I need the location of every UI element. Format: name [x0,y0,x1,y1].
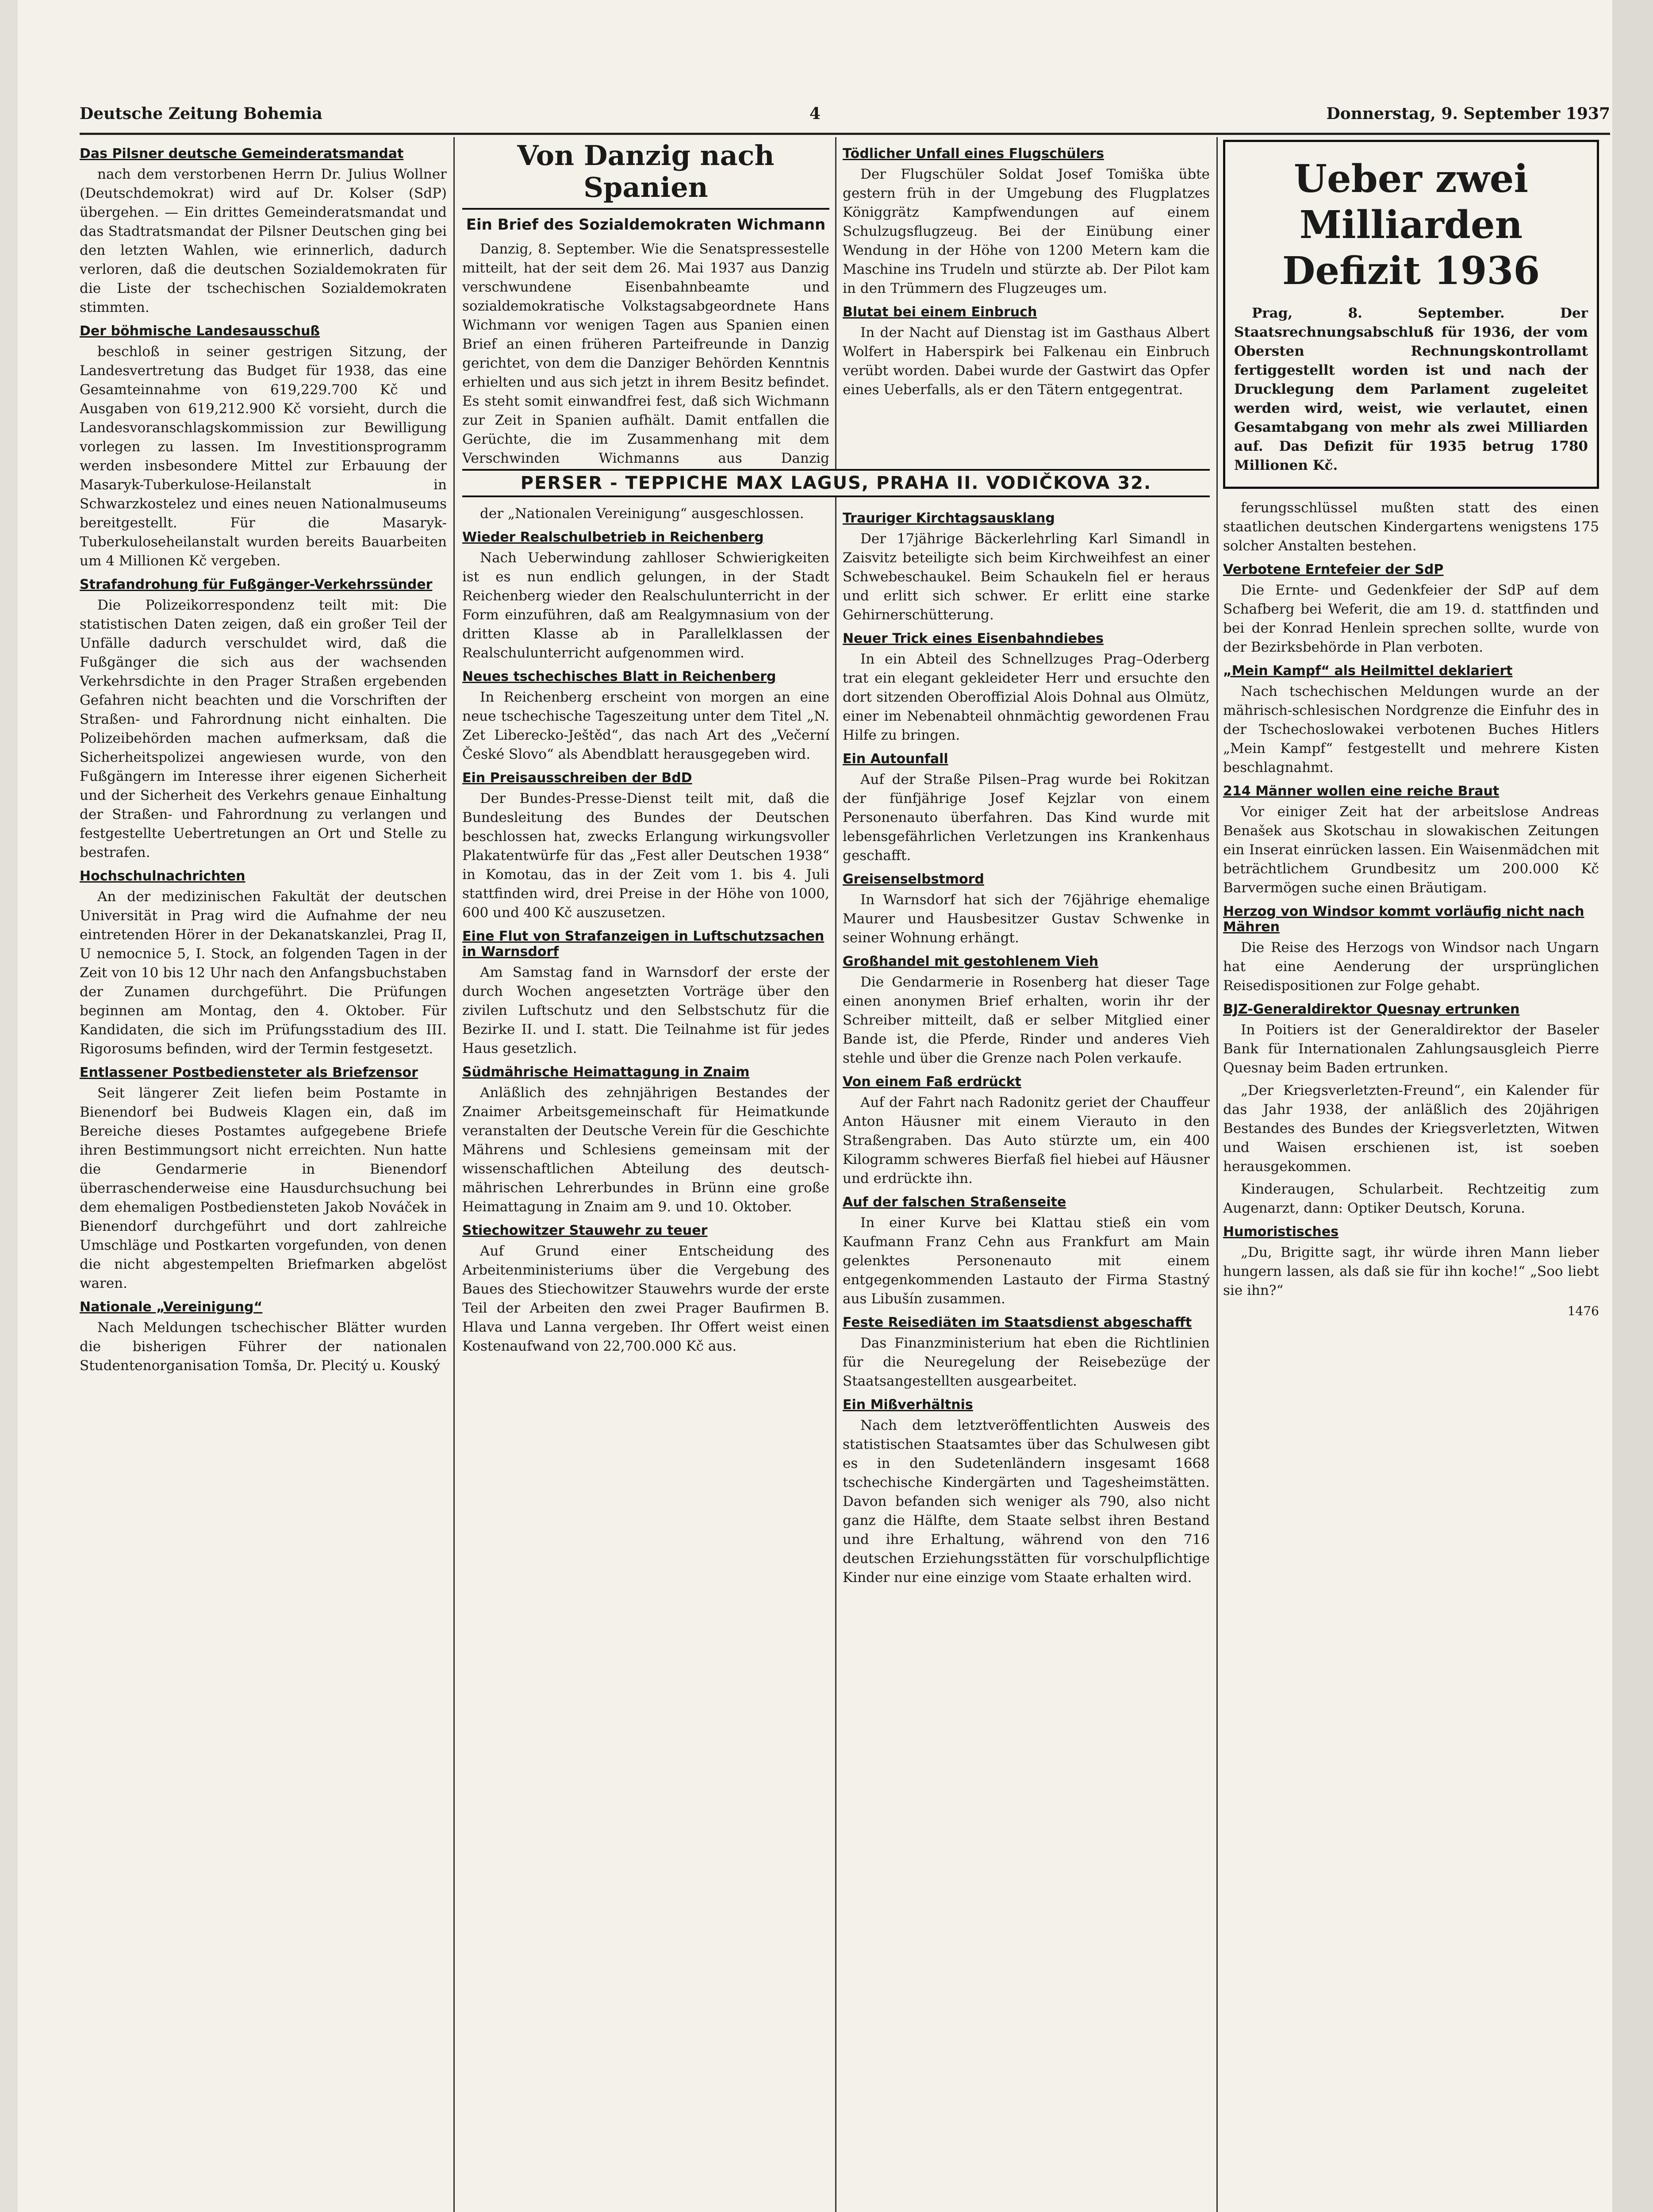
article-headline: Auf der falschen Straßenseite [843,1194,1066,1210]
article-headline: Entlassener Postbediensteter als Briefzensor [80,1065,418,1080]
article-headline: Neuer Trick eines Eisenbahndiebes [843,631,1104,646]
column-2 [462,140,829,467]
article-text: ferungsschlüssel mußten statt des einen staatlichen deutschen Kindergartens wenigstens 175 solcher Anstalten bestehen. [1223,500,1599,554]
article-headline: Humoristisches [1223,1224,1339,1240]
article-headline: Ein Autounfall [843,751,948,767]
article-headline: 214 Männer wollen eine reiche Braut [1223,783,1500,799]
article-headline: Eine Flut von Strafanzeigen in Luftschutzsachen in Warnsdorf [462,929,825,960]
article-text: Der 17jährige Bäckerlehrling Karl Simandl in Zaisvitz beteiligte sich beim Kirchweihfest an einer Schwebeschaukel. Beim Schaukeln fiel er heraus und erlitt sich schwer. Er erlitt eine starke Gehirnerschütterung. [843,531,1210,623]
article-text: Kinderaugen, Schularbeit. Rechtzeitig zum Augenarzt, dann: Optiker Deutsch, Koruna. [1223,1181,1599,1216]
article-text: Nach tschechischen Meldungen wurde an der mährisch-schlesischen Nordgrenze die Einfuhr des in der Tschechoslowakei verbotenen Buches Hitlers „Mein Kampf“ festgestellt und mehrere Kisten beschlagnahmt. [1223,684,1599,776]
masthead-paper-name: Deutsche Zeitung Bohemia [80,104,322,123]
article-headline: Großhandel mit gestohlenem Vieh [843,954,1099,969]
article-text: Auf Grund einer Entscheidung des Arbeitenministeriums über die Vergebung des Baues des Stiechowitzer Stauwehrs wurde der erste Teil der Arbeiten den zwei Prager Baufirmen B. Hlava und Lanna vergeben. Ihr Offert weist einen Kostenaufwand von 22,700.000 Kč aus. [462,1243,829,1354]
article-headline: Das Pilsner deutsche Gemeinderatsmandat [80,146,404,161]
page-edge-right [1612,0,1653,2212]
article-text: An der medizinischen Fakultät der deutschen Universität in Prag wird die Aufnahme der neu eintretenden Hörer in der Dekanatskanzlei, Prag II, U nemocnice 5, I. Stock, an folgenden Tagen in der Zeit von 10 bis 12 Uhr nach den Anfangsbuchstaben der Zunamen durchgeführt. Die Prüfungen beginnen am Montag, den 4. Oktober. Für Kandidaten, die sich im Prüfungsstadium des III. Rigorosums befinden, wird der Termin festgesetzt. [80,889,447,1057]
headline-danzig-spanien: Von Danzig nach Spanien [462,140,829,210]
article-text: In Warnsdorf hat sich der 76jährige ehemalige Maurer und Hausbesitzer Gustav Schwenke in seiner Wohnung erhängt. [843,892,1210,946]
article-text: „Der Kriegsverletzten-Freund“, ein Kalender für das Jahr 1938, der anläßlich des 20jährigen Bestandes des Bundes der Kriegsverletzten, Witwen und Waisen erschienen ist, ist soeben herausgekommen. [1223,1083,1599,1175]
article-text: Nach Meldungen tschechischer Blätter wurden die bisherigen Führer der nationalen Studentenorganisation Tomša, Dr. Plecitý u. Kouský [80,1320,447,1374]
column-divider [835,137,836,2212]
column-1 [80,140,447,2212]
headline-defizit: Ueber zwei Milliarden Defizit 1936 [1282,157,1540,293]
article-text: Anläßlich des zehnjährigen Bestandes der Znaimer Arbeitsgemeinschaft für Heimatkunde veranstalten der Deutsche Verein für die Geschichte Mährens und Schlesiens gemeinsam mit der wissenschaftlichen Abteilung des deutsch-mährischen Lehrerbundes in Brünn eine große Heimattagung in Znaim am 9. und 10. Oktober. [462,1085,829,1215]
article-headline: Feste Reisediäten im Staatsdienst abgeschafft [843,1315,1192,1330]
article-headline: Ein Preisausschreiben der BdD [462,770,692,786]
article-headline: Der böhmische Landesausschuß [80,323,320,339]
article-text: Vor einiger Zeit hat der arbeitslose Andreas Benašek aus Skotschau in slowakischen Zeitungen ein Inserat einrücken lassen. Ein Waisenmädchen mit beträchtlichem Grundbesitz um 200.000 Kč Barvermögen suche einen Bräutigam. [1223,804,1599,896]
article-headline: Wieder Realschulbetrieb in Reichenberg [462,530,764,545]
deficit-text: Prag, 8. September. Der Staatsrechnungsabschluß für 1936, der vom Obersten Rechnungskontrollamt fertiggestellt worden ist und nach der Drucklegung dem Parlament zugeleitet werden wird, weist, wie verlautet, einen Gesamtabgang von mehr als zwei Milliarden auf. Das Defizit für 1935 betrug 1780 Millionen Kč. [1234,305,1588,473]
article-headline: Neues tschechisches Blatt in Reichenberg [462,669,776,684]
article-text: In einer Kurve bei Klattau stieß ein vom Kaufmann Franz Cehn aus Frankfurt am Main gelenktes Personenauto mit einem entgegenkommenden Lastauto der Firma Stastný aus Libušín zusammen. [843,1215,1210,1307]
article-text: Nach dem letztveröffentlichten Ausweis des statistischen Staatsamtes über das Schulwesen gibt es in den Sudetenländern insgesamt 1668 tschechische Kindergärten und Tagesheimstätten. Davon befanden sich weniger als 790, also nicht ganz die Hälfte, dem Staate selbst ihren Bestand und ihre Erhaltung, während von den 716 deutschen Erziehungsstätten für vorschulpflichtige Kinder nur eine einzige vom Staate erhalten wird. [843,1417,1210,1586]
article-text: Seit längerer Zeit liefen beim Postamte in Bienendorf bei Budweis Klagen ein, daß im Bereiche dieses Postamtes aufgegebene Briefe ihren Bestimmungsort nicht erreichten. Nun hatte die Gendarmerie in Bienendorf überraschenderweise eine Hausdurchsuchung bei dem ehemaligen Postbediensteten Jakob Nováček in Bienendorf durchgeführt und dort zahlreiche Umschläge und Postkarten vorgefunden, von denen die nicht abgestempelten Briefmarken abgelöst waren. [80,1085,447,1291]
column-4 [1223,140,1599,2212]
article-headline: Blutat bei einem Einbruch [843,304,1037,320]
article-headline: Nationale „Vereinigung“ [80,1299,263,1315]
article-headline: Tödlicher Unfall eines Flugschülers [843,146,1104,161]
column-divider [453,137,455,2212]
article-headline: Verbotene Erntefeier der SdP [1223,562,1444,577]
article-text: Die Reise des Herzogs von Windsor nach Ungarn hat eine Aenderung der ursprünglichen Reisedispositionen zur Folge gehabt. [1223,940,1599,994]
article-text: der „Nationalen Vereinigung“ ausgeschlossen. [480,506,804,522]
lead-article-text: Danzig, 8. September. Wie die Senatspressestelle mitteilt, hat der seit dem 26. Mai 1937 aus Danzig verschwundene Eisenbahnbeamte und sozialdemokratische Volkstagsabgeordnete Hans Wichmann vor wenigen Tagen aus Spanien einen Brief an einen früheren Parteifreunde in Danzig gerichtet, von dem die Danziger Behörden Kenntnis erhielten und aus sich jetzt in ihrem Besitz befindet. Es steht somit einwandfrei fest, daß sich Wichmann zur Zeit in Spanien aufhält. Damit entfallen die Gerüchte, die im Zusammenhang mit dem Verschwinden Wichmanns aus Danzig [462,241,829,466]
article-headline: Herzog von Windsor kommt vorläufig nicht nach Mähren [1223,904,1584,935]
article-text: nach dem verstorbenen Herrn Dr. Julius Wollner (Deutschdemokrat) wird auf Dr. Kolser (SdP) übergehen. — Ein drittes Gemeinderatsmandat und das Stadtratsmandat der Pilsner Deutschen ging bei den letzten Wahlen, wie erinnerlich, dadurch verloren, daß die deutschen Sozialdemokraten für die Liste der tschechischen Sozialdemokraten stimmten. [80,166,447,315]
column-divider [1216,137,1218,2212]
article-headline: Stiechowitzer Stauwehr zu teuer [462,1223,708,1238]
subheadline-wichmann: Ein Brief des Sozialdemokraten Wichmann [466,216,826,234]
ad-number: 1476 [1567,1304,1599,1318]
column-3-upper [843,140,1210,463]
column-4-articles [1223,499,1599,1300]
article-text: Auf der Fahrt nach Radonitz geriet der Chauffeur Anton Häusner mit einem Vierauto in den Straßengraben. Das Auto stürzte um, ein 400 Kilogramm schweres Bierfaß fiel hiebei auf Häusner und erdrückte ihn. [843,1094,1210,1187]
article-text: Das Finanzministerium hat eben die Richtlinien für die Neuregelung der Reisebezüge der Staatsangestellten ausgearbeitet. [843,1335,1210,1389]
article-headline: Trauriger Kirchtagsausklang [843,511,1055,526]
article-headline: Südmährische Heimattagung in Znaim [462,1064,750,1080]
masthead [80,104,1610,131]
article-text: Der Bundes-Presse-Dienst teilt mit, daß die Bundesleitung des Bundes der Deutschen beschlossen hat, zwecks Erlangung wirkungsvoller Plakatentwürfe für das „Fest aller Deutschen 1938“ in Komotau, das in der Zeit vom 1. bis 4. Juli stattfinden wird, drei Preise in der Höhe von 1000, 600 und 400 Kč auszusetzen. [462,791,829,921]
article-headline: Greisenselbstmord [843,872,984,887]
article-text: In ein Abteil des Schnellzuges Prag–Oderberg trat ein elegant gekleideter Herr und ersuchte den dort sitzenden Oberoffizial Alois Dohnal aus Olmütz, einer im Nebenabteil ohnmächtig gewordenen Frau Hilfe zu bringen. [843,651,1210,743]
article-headline: Hochschulnachrichten [80,868,245,884]
column-2-lower [462,504,829,2212]
article-text: beschloß in seiner gestrigen Sitzung, der Landesvertretung das Budget für 1938, das eine Gesamteinnahme von 619,229.700 Kč und Ausgaben von 619,212.900 Kč vorsieht, durch die Landesvoranschlagskommission zur Bewilligung vorlegen zu lassen. Im Investitionsprogramm werden insbesondere Mittel zur Erbauung der Masaryk-Tuberkulose-Heilanstalt in Schwarzkostelez und eines neuen Nationalmuseums bereitgestellt. Für die Masaryk-Tuberkuloseheilanstalt wurden bereits Bauarbeiten um 4 Millionen Kč vergeben. [80,344,447,569]
article-text: Nach Ueberwindung zahlloser Schwierigkeiten ist es nun endlich gelungen, in der Stadt Reichenberg wieder den Realschulunterricht in der Form einzuführen, daß am Realgymnasium von der dritten Klasse ab in Parallelklassen der Realschulunterricht aufgenommen wird. [462,550,829,661]
page-edge-left [0,0,18,2212]
article-text: Die Ernte- und Gedenkfeier der SdP auf dem Schafberg bei Weferit, die am 19. d. stattfinden und bei der Konrad Henlein sprechen sollte, wurde von der Bezirksbehörde in Plan verboten. [1223,582,1599,655]
masthead-rule [80,133,1610,135]
article-headline: Strafandrohung für Fußgänger-Verkehrssünder [80,577,433,592]
article-headline: BJZ-Generaldirektor Quesnay ertrunken [1223,1002,1520,1017]
article-text: Die Polizeikorrespondenz teilt mit: Die statistischen Daten zeigen, daß ein großer Teil der Unfälle dadurch verschuldet wird, daß die Fußgänger die sich aus der wachsenden Verkehrsdichte in den Prager Straßen ergebenden Gefahren nicht beachten und die Vorschriften der Straßen- und Fahrordnung nicht einhalten. Die Polizeibehörden machen aufmerksam, daß die Sicherheitspolizei angewiesen wurde, von den Fußgängern im Interesse ihrer eigenen Sicherheit und der Sicherheit des Verkehrs genaue Einhaltung der Straßen- und Fahrordnung zu verlangen und festgestellte Uebertretungen an Ort und Stelle zu bestrafen. [80,597,447,860]
article-headline: Ein Mißverhältnis [843,1397,973,1413]
masthead-page-number: 4 [809,104,821,123]
article-text: Die Gendarmerie in Rosenberg hat dieser Tage einen anonymen Brief erhalten, worin ihr der Schreiber mitteilt, daß er selber Mitglied einer Bande ist, die Pferde, Rinder und anderes Vieh stehle und über die Grenze nach Polen verkaufe. [843,974,1210,1066]
article-headline: Von einem Faß erdrückt [843,1074,1021,1090]
article-text: In der Nacht auf Dienstag ist im Gasthaus Albert Wolfert in Haberspirk bei Falkenau ein Einbruch verübt worden. Dabei wurde der Gastwirt das Opfer eines Ueberfalls, als er den Tätern entgegentrat. [843,325,1210,398]
article-text: Auf der Straße Pilsen–Prag wurde bei Rokitzan der fünfjährige Josef Kejzlar von einem Personenauto überfahren. Das Kind wurde mit lebensgefährlichen Verletzungen ins Krankenhaus geschafft. [843,772,1210,864]
article-text: Der Flugschüler Soldat Josef Tomiška übte gestern früh in der Umgebung des Flugplatzes Königgrätz Kampfwendungen auf einem Schulzugsflugzeug. Bei der Einübung einer Wendung in der Höhe von 1200 Metern kam die Maschine ins Trudeln und stürzte ab. Der Pilot kam in den Trümmern des Flugzeuges um. [843,166,1210,296]
carpet-advertisement-banner: PERSER - TEPPICHE MAX LAGUS, PRAHA II. VODIČKOVA 32. [462,469,1210,497]
article-text: In Reichenberg erscheint von morgen an eine neue tschechische Tageszeitung unter dem Titel „N. Zet Liberecko-Ještěd“, das nach Art des „Večerní České Slovo“ als Abendblatt herausgegeben wird. [462,689,829,762]
article-text: Am Samstag fand in Warnsdorf der erste der durch Wochen angesetzten Vorträge über den zivilen Luftschutz und den Selbstschutz für die Bezirke II. und I. statt. Die Teilnahme ist für jedes Haus gesetzlich. [462,964,829,1056]
article-text: „Du, Brigitte sagt, ihr würde ihren Mann lieber hungern lassen, als daß sie für ihn koche!“ „Soo liebt sie ihn?“ [1223,1244,1599,1298]
article-text: In Poitiers ist der Generaldirektor der Baseler Bank für Internationalen Zahlungsausgleich Pierre Quesnay beim Baden ertrunken. [1223,1022,1599,1076]
masthead-date: Donnerstag, 9. September 1937 [1326,104,1610,123]
deficit-box [1223,140,1599,489]
column-3-lower [843,504,1210,2212]
article-headline: „Mein Kampf“ als Heilmittel deklariert [1223,663,1513,679]
